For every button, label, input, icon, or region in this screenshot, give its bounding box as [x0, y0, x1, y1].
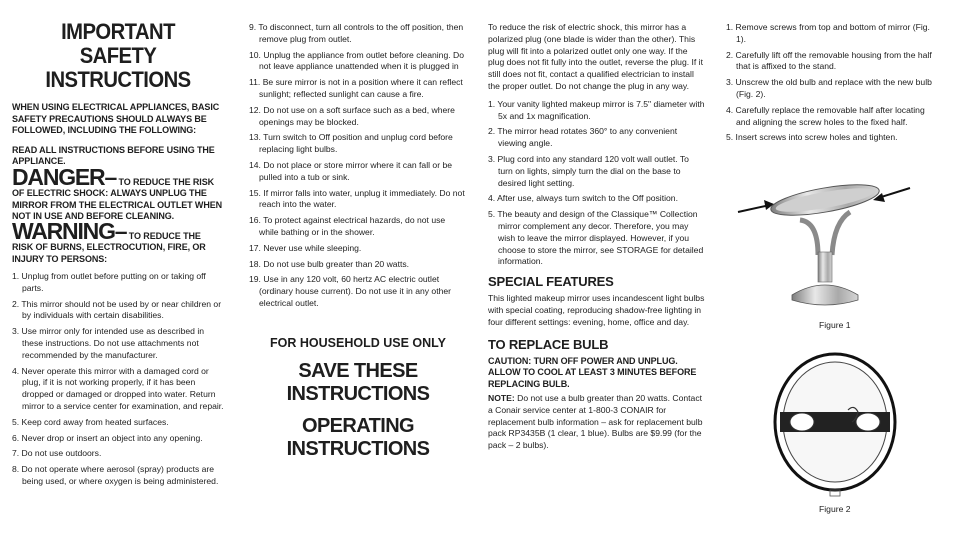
list-item: 18. Do not use bulb greater than 20 watts. — [249, 258, 410, 269]
list-item: 2. Carefully lift off the removable housing from the half that is affixed to the stand. — [726, 49, 932, 72]
list-item: 2. The mirror head rotates 360° to any convenient viewing angle. — [488, 126, 678, 149]
operating-line2: INSTRUCTIONS — [286, 437, 430, 460]
list-item: 13. Turn switch to Off position and unplug cord before replacing light bulbs. — [249, 132, 453, 155]
warning-text: TO REDUCE THE RISK OF BURNS, ELECTROCUTION, FIRE, OR INJURY TO PERSONS: — [12, 230, 206, 264]
special-features-text: This lighted makeup mirror uses incandescent light bulbs with special coating, reproducing shadow-free lighting in four different settings: evening, home, office and day. — [488, 293, 705, 327]
note-text: Do not use a bulb greater than 20 watts. Contact a Conair service center at 1-800-3 CONAIR for replacement bulb information – ask for replacement bulb pack RP3435B (1 clear, 1 blue). Bulbs are $9.99 (for the pack – 2 bulbs). — [488, 393, 703, 451]
danger-text: TO REDUCE THE RISK OF ELECTRIC SHOCK: ALWAYS UNPLUG THE MIRROR FROM THE ELECTRICAL OUTLET WHEN NOT IN USE AND BEFORE CLEANING. — [12, 176, 223, 221]
operating-line1: OPERATING — [301, 414, 414, 437]
intro-text: WHEN USING ELECTRICAL APPLIANCES, BASIC SAFETY PRECAUTIONS SHOULD ALWAYS BE FOLLOWED, INCLUDING THE FOLLOWING: — [12, 102, 220, 135]
column-4 — [726, 22, 940, 148]
safety-list-1 — [12, 271, 224, 488]
figure-2-caption: Figure 2 — [819, 504, 851, 514]
list-item: 1. Remove screws from top and bottom of mirror (Fig. 1). — [726, 22, 930, 44]
list-item: 6. Never drop or insert an object into any opening. — [12, 432, 203, 443]
list-item: 4. Never operate this mirror with a damaged cord or plug, if it is not working properly, if it has been dropped or damaged or dropped into water. Return mirror to a service center for examination, and repair. — [12, 365, 224, 411]
save-instructions-heading — [249, 360, 467, 406]
list-item: 16. To protect against electrical hazards, do not use while bathing or in the shower. — [249, 215, 446, 237]
list-item: 3. Unscrew the old bulb and replace with the new bulb (Fig. 2). — [726, 77, 932, 99]
list-item: 5. The beauty and design of the Classique™ Collection mirror complement any decor. Therefore, you may wish to leave the mirror displayed. However, if you choose to store the mirror, see STORAGE for detailed information. — [488, 209, 704, 267]
safety-title-line1: IMPORTANT SAFETY — [61, 19, 175, 68]
save-line2: INSTRUCTIONS — [286, 382, 430, 405]
list-item: 5. Keep cord away from heated surfaces. — [12, 416, 169, 427]
list-item: 2. This mirror should not be used by or near children or by individuals with certain disabilities. — [12, 298, 222, 321]
list-item: 15. If mirror falls into water, unplug it immediately. Do not reach into the water. — [249, 187, 465, 210]
read-all-text: READ ALL INSTRUCTIONS BEFORE USING THE APPLIANCE. — [12, 144, 215, 166]
list-item: 1. Unplug from outlet before putting on or taking off parts. — [12, 271, 206, 293]
polarized-plug-text: To reduce the risk of electric shock, this mirror has a polarized plug (one blade is wider than the other). This plug will fit into a polarized outlet only one way. If the plug does not fit fully into the outlet, reverse the plug. If it still does not fit, contact a qualified electrician to install the proper outlet. Do not change the plug in any way. — [488, 22, 703, 91]
column-3 — [488, 22, 706, 452]
list-item: 4. After use, always turn switch to the Off position. — [488, 193, 678, 204]
figure-1-caption: Figure 1 — [819, 320, 851, 330]
mirror-base — [792, 285, 858, 305]
list-item: 17. Never use while sleeping. — [249, 242, 362, 253]
list-item: 3. Plug cord into any standard 120 volt wall outlet. To turn on lights, simply turn the dial on the base to desired light setting. — [488, 153, 689, 188]
figure-1-mirror-illustration — [730, 160, 940, 320]
safety-title — [20, 20, 215, 92]
list-item: 1. Your vanity lighted makeup mirror is 7.5" diameter with 5x and 1x magnification. — [488, 98, 705, 121]
column-1 — [12, 0, 224, 492]
figure-2-bulb-illustration — [760, 350, 910, 500]
save-line1: SAVE THESE — [298, 359, 418, 382]
note-label: NOTE: — [488, 393, 515, 404]
list-item: 9. To disconnect, turn all controls to the off position, then remove plug from outlet. — [249, 22, 464, 44]
bulb-left-icon — [790, 413, 814, 431]
warning-word: WARNING– — [12, 217, 127, 244]
bulb-right-icon — [856, 413, 880, 431]
replace-bulb-heading: TO REPLACE BULB — [488, 336, 609, 352]
list-item: 11. Be sure mirror is not in a position where it can reflect sunlight; reflected sunlight can cause a fire. — [249, 77, 463, 99]
special-features-heading: SPECIAL FEATURES — [488, 274, 614, 290]
list-item: 8. Do not operate where aerosol (spray) products are being used, or where oxygen is being administered. — [12, 464, 219, 486]
note-paragraph — [488, 393, 706, 452]
household-use-heading: FOR HOUSEHOLD USE ONLY — [270, 335, 446, 350]
danger-paragraph — [12, 163, 224, 223]
list-item: 14. Do not place or store mirror where it can fall or be pulled into a tub or sink. — [249, 159, 452, 182]
operating-instructions-heading — [249, 415, 467, 461]
replace-bulb-steps — [726, 22, 940, 144]
arrow-left-icon — [738, 200, 774, 212]
column-2 — [249, 22, 467, 461]
list-item: 4. Carefully replace the removable half after locating and aligning the screw holes to the fixed half. — [726, 104, 925, 127]
list-item: 19. Use in any 120 volt, 60 hertz AC electric outlet (ordinary house current). Do not use it in any other electrical outlet. — [249, 274, 452, 308]
warning-paragraph — [12, 217, 224, 266]
list-item: 12. Do not use on a soft surface such as a bed, where openings may be blocked. — [249, 104, 455, 127]
list-item: 7. Do not use outdoors. — [12, 448, 102, 459]
caution-text: CAUTION: TURN OFF POWER AND UNPLUG. ALLOW TO COOL AT LEAST 3 MINUTES BEFORE REPLACING BULB. — [488, 355, 697, 389]
list-item: 10. Unplug the appliance from outlet before cleaning. Do not leave appliance unattended when it is plugged in — [249, 49, 464, 72]
list-item: 3. Use mirror only for intended use as described in these instructions. Do not use attachments not recommended by the manufacturer. — [12, 326, 205, 360]
safety-title-line2: INSTRUCTIONS — [45, 67, 191, 92]
operating-list — [488, 99, 706, 268]
safety-list-2 — [249, 22, 467, 310]
danger-word: DANGER– — [12, 163, 117, 190]
mirror-stem — [818, 252, 832, 282]
list-item: 5. Insert screws into screw holes and tighten. — [726, 132, 898, 143]
mirror-yoke — [800, 212, 850, 255]
